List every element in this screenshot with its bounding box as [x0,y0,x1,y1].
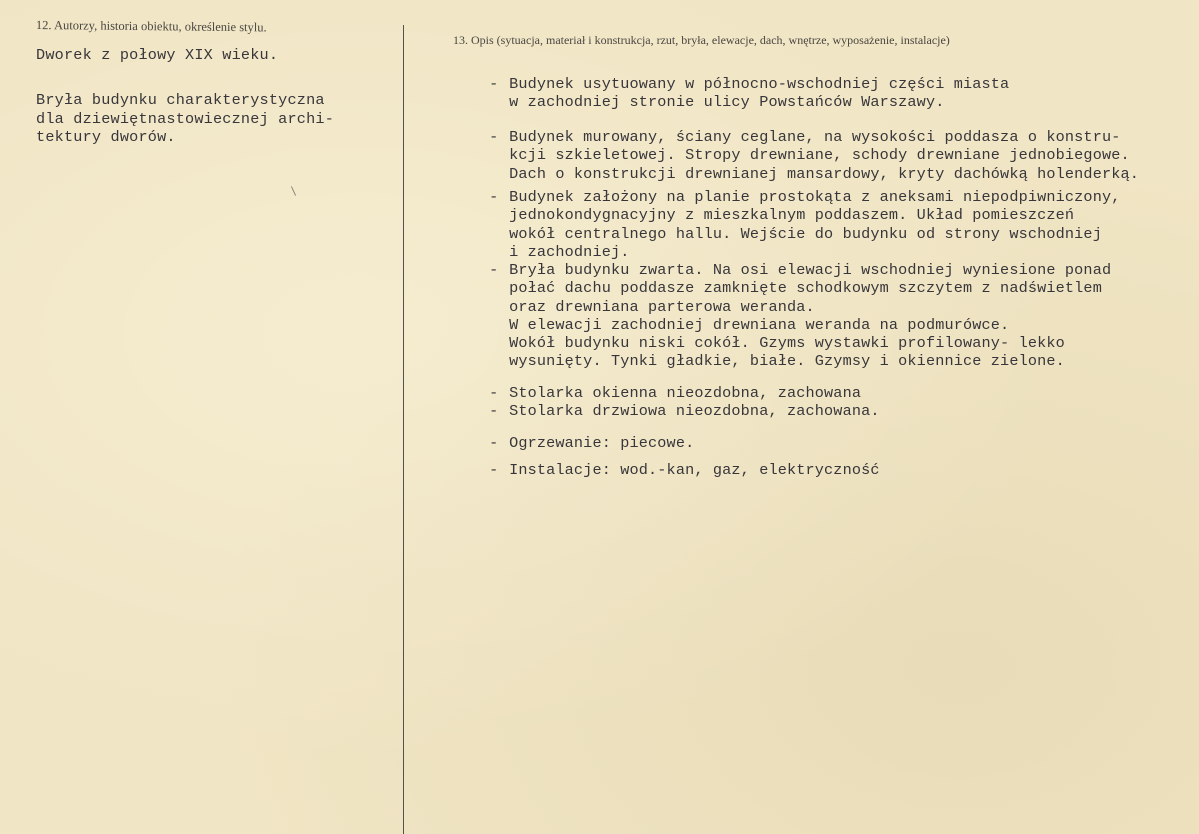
item-dash: - [489,384,499,403]
column-divider [403,25,404,834]
item-line: wokół centralnego hallu. Wejście do budynku od strony wschodniej [509,224,1102,243]
item-line: Instalacje: wod.-kan, gaz, elektryczność [509,461,880,480]
item-line: i zachodniej. [509,242,630,261]
item-dash: - [489,75,499,94]
style-description [36,91,334,147]
style-description-line: dla dziewiętnastowiecznej archi- [36,109,335,128]
pencil-mark [291,186,296,195]
item-dash: - [489,261,499,280]
description-item-installations [452,443,880,498]
item-line: kcji szkieletowej. Stropy drewniane, schody drewniane jednobiegowe. [509,146,1130,165]
item-line: Budynek założony na planie prostokąta z aneksami niepodpiwniczony, [509,188,1121,207]
section-13-header: 13. Opis (sytuacja, materiał i konstrukcja, rzut, bryła, elewacje, dach, wnętrze, wyposażenie, instalacje) [453,33,950,47]
item-line: w zachodniej stronie ulicy Powstańców Warszawy. [509,93,945,112]
item-line: oraz drewniana parterowa weranda. [509,297,815,316]
item-line: Ogrzewanie: piecowe. [509,434,695,453]
item-line: Budynek usytuowany w północno-wschodniej części miasta [509,75,1010,94]
item-line: Dach o konstrukcji drewnianej mansardowy, kryty dachówką holenderką. [509,164,1140,183]
building-style-title: Dworek z połowy XIX wieku. [36,46,279,64]
item-line: W elewacji zachodniej drewniana weranda na podmurówce. [509,315,1010,334]
item-dash: - [489,402,499,421]
item-line: jednokondygnacyjny z mieszkalnym poddaszem. Układ pomieszczeń [509,206,1075,225]
item-dash: - [489,188,499,207]
item-line: Stolarka drzwiowa nieozdobna, zachowana. [509,402,880,421]
item-line: Bryła budynku zwarta. Na osi elewacji wschodniej wyniesione ponad [509,261,1112,280]
item-line: wysunięty. Tynki gładkie, białe. Gzymsy i okiennice zielone. [509,352,1065,371]
item-line: Wokół budynku niski cokół. Gzyms wystawki profilowany- lekko [509,334,1065,353]
item-dash: - [489,128,499,147]
item-line: Stolarka okienna nieozdobna, zachowana [509,384,862,403]
item-dash: - [489,434,499,453]
item-line: połać dachu poddasze zamknięte schodkowym szczytem z nadświetlem [509,279,1102,298]
style-description-line: Bryła budynku charakterystyczna [36,91,325,109]
style-description-line: tektury dworów. [36,128,176,146]
item-dash: - [489,461,499,480]
item-line: Budynek murowany, ściany ceglane, na wysokości poddasza o konstru- [509,128,1121,147]
section-12-header: 12. Autorzy, historia obiektu, określenie stylu. [35,18,267,35]
